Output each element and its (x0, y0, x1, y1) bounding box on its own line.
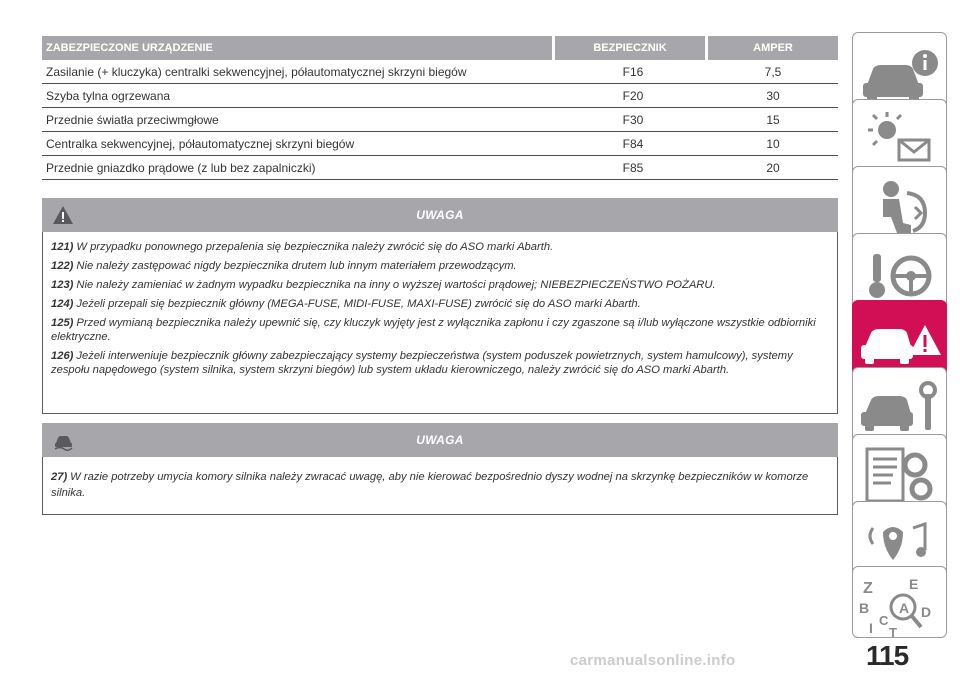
table-row (42, 60, 838, 84)
note-text: Przed wymianą bezpiecznika należy upewnić się, czy kluczyk wyjęty jest z wyłącznika zapłonu i czy zgaszone są i/lub wyłączone wszystkie odbiorniki elektryczne. (51, 317, 816, 343)
cell-ampere: 30 (766, 88, 780, 103)
note-number: 27) (51, 471, 68, 483)
warning-note (51, 297, 831, 311)
warning-header (42, 198, 838, 232)
table-row (42, 156, 838, 180)
table-header (42, 36, 838, 60)
cell-fuse: F16 (622, 64, 644, 79)
cell-ampere: 20 (766, 160, 780, 175)
note-number: 126) (51, 350, 74, 362)
index-letter: Z (863, 580, 873, 597)
warning-note (51, 259, 831, 273)
note-text: W przypadku ponownego przepalenia się bezpiecznika należy zwrócić się do ASO marki Abarth. (76, 241, 554, 253)
table-row (42, 132, 838, 156)
index-letter: E (909, 576, 919, 592)
table-row (42, 108, 838, 132)
header-fuse: BEZPIECZNIK (555, 36, 705, 60)
warning-title: UWAGA (416, 208, 464, 222)
warning-body (42, 232, 838, 414)
warning-note (51, 316, 831, 344)
fuse-table (42, 36, 838, 180)
cell-device: Szyba tylna ogrzewana (46, 88, 171, 103)
warning-triangle-icon (52, 204, 74, 226)
note-text: W razie potrzeby umycia komory silnika należy zwracać uwagę, aby nie kierować bezpośrednio dyszy wodnej na skrzynkę bezpieczników w komorze silnika. (51, 471, 809, 499)
cell-ampere: 10 (766, 136, 780, 151)
page-number: 115 (866, 640, 909, 671)
alphabetical-index-icon (853, 567, 948, 651)
note-number: 125) (51, 317, 74, 329)
cell-fuse: F20 (622, 88, 644, 103)
index-letter: C (879, 613, 889, 628)
warning-note (51, 278, 831, 292)
warning-title: UWAGA (416, 433, 464, 447)
index-letter: D (921, 604, 932, 620)
environment-car-icon (52, 429, 74, 451)
cell-device: Przednie światła przeciwmgłowe (46, 112, 219, 127)
warning-note (51, 469, 831, 501)
cell-device: Centralka sekwencyjnej, półautomatycznej skrzyni biegów (46, 136, 355, 151)
cell-fuse: F85 (622, 160, 644, 175)
note-text: Nie należy zastępować nigdy bezpiecznika drutem lub innym materiałem przewodzącym. (76, 260, 517, 272)
warning-header (42, 423, 838, 457)
note-text: Jeżeli interweniuje bezpiecznik główny zabezpieczający systemy bezpieczeństwa (system poduszek powietrznych, system hamulcowy), systemy zespołu napędowego (system silnika, system skrzyni biegów) lub system układu kierowniczego, należy zwrócić się do ASO marki Abarth. (51, 350, 793, 376)
note-text: Jeżeli przepali się bezpiecznik główny (MEGA-FUSE, MIDI-FUSE, MAXI-FUSE) zwrócić się do ASO marki Abarth. (76, 298, 641, 310)
note-number: 123) (51, 279, 74, 291)
index-letter: B (859, 600, 870, 616)
note-number: 121) (51, 241, 74, 253)
cell-ampere: 15 (766, 112, 780, 127)
cell-ampere: 7,5 (764, 64, 782, 79)
table-row (42, 84, 838, 108)
watermark: carmanualsonline.info (570, 652, 736, 669)
index-letter: I (869, 620, 873, 636)
cell-device: Zasilanie (+ kluczyka) centralki sekwencyjnej, półautomatycznej skrzyni biegów (46, 64, 467, 79)
note-text: Nie należy zamieniać w żadnym wypadku bezpiecznika na inny o wyższej wartości prądowej; NIEBEZPIECZEŃSTWO POŻARU. (76, 279, 716, 291)
cell-device: Przednie gniazdko prądowe (z lub bez zapalniczki) (46, 160, 316, 175)
cell-fuse: F84 (622, 136, 644, 151)
warning-body (42, 457, 838, 515)
index-letter: A (899, 600, 910, 616)
cell-fuse: F30 (622, 112, 644, 127)
note-number: 124) (51, 298, 74, 310)
header-device: ZABEZPIECZONE URZĄDZENIE (42, 36, 552, 60)
note-number: 122) (51, 260, 74, 272)
index-letter: T (889, 625, 897, 640)
warning-note (51, 240, 831, 254)
warning-note (51, 349, 831, 377)
tab-alphabetical-index[interactable] (852, 566, 947, 638)
header-ampere: AMPER (708, 36, 838, 60)
